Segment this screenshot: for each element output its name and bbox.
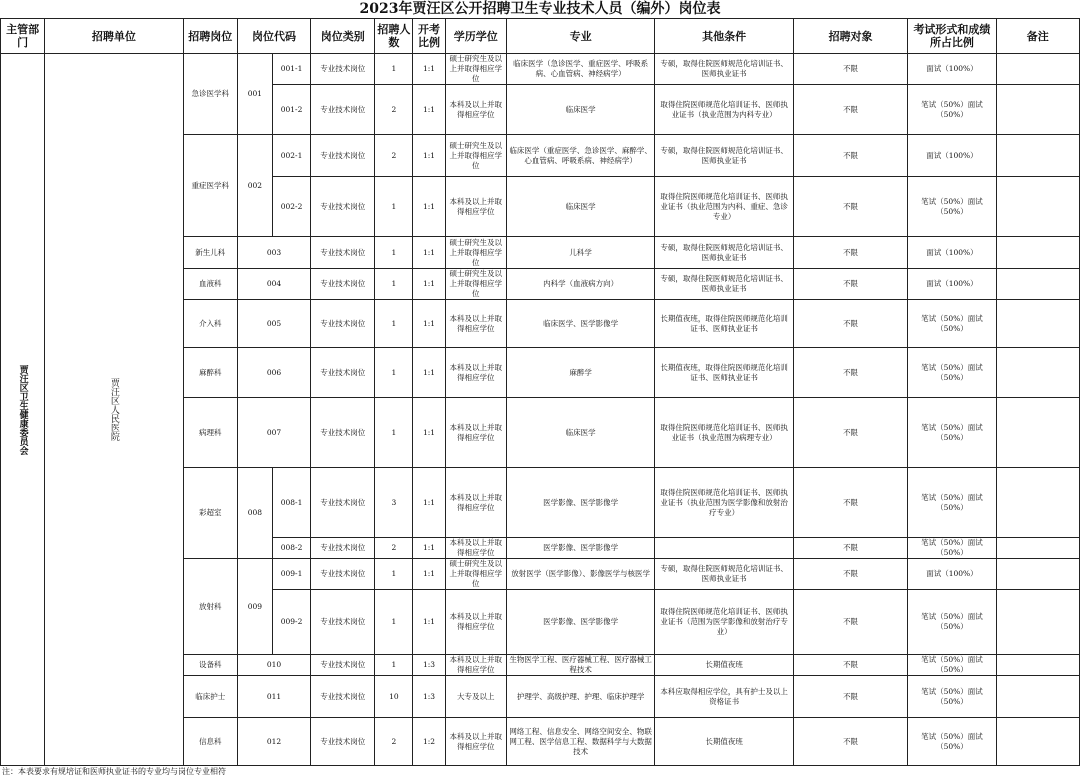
category-cell: 专业技术岗位 bbox=[311, 300, 375, 348]
target-cell: 不限 bbox=[793, 718, 907, 766]
major-cell: 护理学、高级护理、护理、临床护理学 bbox=[506, 676, 655, 718]
header-code: 岗位代码 bbox=[237, 19, 310, 54]
major-cell: 临床医学、医学影像学 bbox=[506, 300, 655, 348]
category-cell: 专业技术岗位 bbox=[311, 468, 375, 538]
code-cell: 002-2 bbox=[272, 177, 310, 237]
ratio-cell: 1:1 bbox=[413, 348, 445, 398]
edu-cell: 本科及以上并取得相应学位 bbox=[445, 468, 506, 538]
count-cell: 3 bbox=[375, 468, 413, 538]
post-cell: 急诊医学科 bbox=[183, 54, 237, 135]
target-cell: 不限 bbox=[793, 237, 907, 269]
ratio-cell: 1:1 bbox=[413, 398, 445, 468]
target-cell: 不限 bbox=[793, 135, 907, 177]
code-cell: 008-2 bbox=[272, 538, 310, 559]
cond-cell: 取得住院医师规范化培训证书、医师执业证书（范围为医学影像和放射治疗专业） bbox=[655, 590, 794, 655]
cond-cell: 专硕，取得住院医师规范化培训证书、医师执业证书 bbox=[655, 54, 794, 85]
post-cell: 介入科 bbox=[183, 300, 237, 348]
remark-cell bbox=[996, 590, 1079, 655]
ratio-cell: 1:1 bbox=[413, 269, 445, 300]
count-cell: 1 bbox=[375, 54, 413, 85]
target-cell: 不限 bbox=[793, 676, 907, 718]
cond-cell: 取得住院医师规范化培训证书、医师执业证书（执业范围为内科专业） bbox=[655, 85, 794, 135]
edu-cell: 硕士研究生及以上并取得相应学位 bbox=[445, 237, 506, 269]
cond-cell: 本科应取得相应学位，具有护士及以上资格证书 bbox=[655, 676, 794, 718]
category-cell: 专业技术岗位 bbox=[311, 348, 375, 398]
code-cell: 001-1 bbox=[272, 54, 310, 85]
remark-cell bbox=[996, 300, 1079, 348]
major-cell: 内科学（血液病方向） bbox=[506, 269, 655, 300]
ratio-cell: 1:3 bbox=[413, 676, 445, 718]
exam-cell: 面试（100%） bbox=[908, 559, 996, 590]
code-cell: 007 bbox=[237, 398, 310, 468]
post-cell: 新生儿科 bbox=[183, 237, 237, 269]
category-cell: 专业技术岗位 bbox=[311, 718, 375, 766]
post-cell: 放射科 bbox=[183, 559, 237, 655]
target-cell: 不限 bbox=[793, 177, 907, 237]
exam-cell: 面试（100%） bbox=[908, 135, 996, 177]
cond-cell: 长期值夜班 bbox=[655, 655, 794, 676]
exam-cell: 笔试（50%）面试（50%） bbox=[908, 177, 996, 237]
code-cell: 009-2 bbox=[272, 590, 310, 655]
target-cell: 不限 bbox=[793, 398, 907, 468]
dept-cell: 贾汪区卫生健康委员会 bbox=[1, 54, 45, 766]
edu-cell: 大专及以上 bbox=[445, 676, 506, 718]
code-group-cell: 001 bbox=[237, 54, 272, 135]
header-count: 招聘人数 bbox=[375, 19, 413, 54]
category-cell: 专业技术岗位 bbox=[311, 85, 375, 135]
cond-cell: 取得住院医师规范化培训证书、医师执业证书（执业范围为内科、重症、急诊专业） bbox=[655, 177, 794, 237]
remark-cell bbox=[996, 398, 1079, 468]
header-edu: 学历学位 bbox=[445, 19, 506, 54]
category-cell: 专业技术岗位 bbox=[311, 538, 375, 559]
major-cell: 麻醉学 bbox=[506, 348, 655, 398]
category-cell: 专业技术岗位 bbox=[311, 590, 375, 655]
target-cell: 不限 bbox=[793, 559, 907, 590]
target-cell: 不限 bbox=[793, 590, 907, 655]
category-cell: 专业技术岗位 bbox=[311, 398, 375, 468]
unit-cell: 贾汪区人民医院 bbox=[45, 54, 184, 766]
major-cell: 医学影像、医学影像学 bbox=[506, 590, 655, 655]
header-target: 招聘对象 bbox=[793, 19, 907, 54]
count-cell: 1 bbox=[375, 559, 413, 590]
exam-cell: 笔试（50%）面试（50%） bbox=[908, 590, 996, 655]
major-cell: 临床医学 bbox=[506, 85, 655, 135]
target-cell: 不限 bbox=[793, 348, 907, 398]
category-cell: 专业技术岗位 bbox=[311, 135, 375, 177]
major-cell: 临床医学（重症医学、急诊医学、麻醉学、心血管病、呼吸系病、神经病学） bbox=[506, 135, 655, 177]
exam-cell: 笔试（50%）面试（50%） bbox=[908, 538, 996, 559]
code-cell: 009-1 bbox=[272, 559, 310, 590]
ratio-cell: 1:1 bbox=[413, 468, 445, 538]
exam-cell: 笔试（50%）面试（50%） bbox=[908, 398, 996, 468]
ratio-cell: 1:1 bbox=[413, 54, 445, 85]
post-cell: 血液科 bbox=[183, 269, 237, 300]
ratio-cell: 1:1 bbox=[413, 538, 445, 559]
edu-cell: 本科及以上并取得相应学位 bbox=[445, 538, 506, 559]
exam-cell: 笔试（50%）面试（50%） bbox=[908, 676, 996, 718]
exam-cell: 笔试（50%）面试（50%） bbox=[908, 85, 996, 135]
header-major: 专业 bbox=[506, 19, 655, 54]
remark-cell bbox=[996, 348, 1079, 398]
category-cell: 专业技术岗位 bbox=[311, 676, 375, 718]
remark-cell bbox=[996, 559, 1079, 590]
edu-cell: 本科及以上并取得相应学位 bbox=[445, 398, 506, 468]
count-cell: 2 bbox=[375, 85, 413, 135]
major-cell: 临床医学 bbox=[506, 177, 655, 237]
remark-cell bbox=[996, 135, 1079, 177]
exam-cell: 笔试（50%）面试（50%） bbox=[908, 655, 996, 676]
code-cell: 001-2 bbox=[272, 85, 310, 135]
remark-cell bbox=[996, 676, 1079, 718]
edu-cell: 本科及以上并取得相应学位 bbox=[445, 718, 506, 766]
exam-cell: 笔试（50%）面试（50%） bbox=[908, 718, 996, 766]
count-cell: 10 bbox=[375, 676, 413, 718]
major-cell: 临床医学（急诊医学、重症医学、呼吸系病、心血管病、神经病学） bbox=[506, 54, 655, 85]
header-category: 岗位类别 bbox=[311, 19, 375, 54]
cond-cell: 长期值夜班，取得住院医师规范化培训证书、医师执业证书 bbox=[655, 348, 794, 398]
cond-cell: 专硕，取得住院医师规范化培训证书、医师执业证书 bbox=[655, 237, 794, 269]
remark-cell bbox=[996, 655, 1079, 676]
code-cell: 012 bbox=[237, 718, 310, 766]
ratio-cell: 1:2 bbox=[413, 718, 445, 766]
recruitment-table bbox=[0, 18, 1080, 766]
code-cell: 010 bbox=[237, 655, 310, 676]
edu-cell: 本科及以上并取得相应学位 bbox=[445, 655, 506, 676]
exam-cell: 面试（100%） bbox=[908, 54, 996, 85]
major-cell: 儿科学 bbox=[506, 237, 655, 269]
header-ratio: 开考比例 bbox=[413, 19, 445, 54]
post-cell: 彩超室 bbox=[183, 468, 237, 559]
post-cell: 病理科 bbox=[183, 398, 237, 468]
major-cell: 放射医学（医学影像）、影像医学与核医学 bbox=[506, 559, 655, 590]
major-cell: 医学影像、医学影像学 bbox=[506, 538, 655, 559]
count-cell: 1 bbox=[375, 300, 413, 348]
count-cell: 1 bbox=[375, 237, 413, 269]
cond-cell: 长期值夜班，取得住院医师规范化培训证书、医师执业证书 bbox=[655, 300, 794, 348]
count-cell: 1 bbox=[375, 590, 413, 655]
remark-cell bbox=[996, 269, 1079, 300]
category-cell: 专业技术岗位 bbox=[311, 237, 375, 269]
cond-cell: 取得住院医师规范化培训证书、医师执业证书（执业范围为病理专业） bbox=[655, 398, 794, 468]
code-cell: 006 bbox=[237, 348, 310, 398]
count-cell: 2 bbox=[375, 135, 413, 177]
header-post: 招聘岗位 bbox=[183, 19, 237, 54]
ratio-cell: 1:1 bbox=[413, 559, 445, 590]
remark-cell bbox=[996, 54, 1079, 85]
code-group-cell: 002 bbox=[237, 135, 272, 237]
remark-cell bbox=[996, 538, 1079, 559]
category-cell: 专业技术岗位 bbox=[311, 559, 375, 590]
header-dept: 主管部门 bbox=[1, 19, 45, 54]
code-cell: 003 bbox=[237, 237, 310, 269]
cond-cell: 专硕，取得住院医师规范化培训证书、医师执业证书 bbox=[655, 559, 794, 590]
count-cell: 2 bbox=[375, 538, 413, 559]
count-cell: 1 bbox=[375, 398, 413, 468]
cond-cell: 专硕，取得住院医师规范化培训证书、医师执业证书 bbox=[655, 269, 794, 300]
header-remark: 备注 bbox=[996, 19, 1079, 54]
count-cell: 1 bbox=[375, 655, 413, 676]
target-cell: 不限 bbox=[793, 269, 907, 300]
count-cell: 1 bbox=[375, 348, 413, 398]
page-title: 2023年贾汪区公开招聘卫生专业技术人员（编外）岗位表 bbox=[359, 1, 721, 17]
post-cell: 信息科 bbox=[183, 718, 237, 766]
code-cell: 002-1 bbox=[272, 135, 310, 177]
ratio-cell: 1:1 bbox=[413, 590, 445, 655]
target-cell: 不限 bbox=[793, 54, 907, 85]
post-cell: 重症医学科 bbox=[183, 135, 237, 237]
header-exam: 考试形式和成绩所占比例 bbox=[908, 19, 996, 54]
post-cell: 临床护士 bbox=[183, 676, 237, 718]
edu-cell: 硕士研究生及以上并取得相应学位 bbox=[445, 54, 506, 85]
category-cell: 专业技术岗位 bbox=[311, 177, 375, 237]
category-cell: 专业技术岗位 bbox=[311, 655, 375, 676]
edu-cell: 硕士研究生及以上并取得相应学位 bbox=[445, 269, 506, 300]
ratio-cell: 1:3 bbox=[413, 655, 445, 676]
exam-cell: 面试（100%） bbox=[908, 237, 996, 269]
header-row bbox=[1, 19, 1080, 54]
code-group-cell: 008 bbox=[237, 468, 272, 559]
cond-cell: 取得住院医师规范化培训证书、医师执业证书（执业范围为医学影像和放射治疗专业） bbox=[655, 468, 794, 538]
target-cell: 不限 bbox=[793, 468, 907, 538]
ratio-cell: 1:1 bbox=[413, 237, 445, 269]
edu-cell: 本科及以上并取得相应学位 bbox=[445, 85, 506, 135]
edu-cell: 硕士研究生及以上并取得相应学位 bbox=[445, 135, 506, 177]
count-cell: 1 bbox=[375, 177, 413, 237]
post-cell: 麻醉科 bbox=[183, 348, 237, 398]
edu-cell: 本科及以上并取得相应学位 bbox=[445, 348, 506, 398]
ratio-cell: 1:1 bbox=[413, 85, 445, 135]
remark-cell bbox=[996, 85, 1079, 135]
header-unit: 招聘单位 bbox=[45, 19, 184, 54]
major-cell: 网络工程、信息安全、网络空间安全、物联网工程、医学信息工程、数据科学与大数据技术 bbox=[506, 718, 655, 766]
target-cell: 不限 bbox=[793, 300, 907, 348]
remark-cell bbox=[996, 237, 1079, 269]
table-row bbox=[1, 54, 1080, 85]
exam-cell: 笔试（50%）面试（50%） bbox=[908, 300, 996, 348]
footnote: 注：本表要求有规培证和医师执业证书的专业均与岗位专业相符 bbox=[2, 767, 226, 776]
exam-cell: 面试（100%） bbox=[908, 269, 996, 300]
remark-cell bbox=[996, 468, 1079, 538]
post-cell: 设备科 bbox=[183, 655, 237, 676]
cond-cell: 专硕，取得住院医师规范化培训证书、医师执业证书 bbox=[655, 135, 794, 177]
count-cell: 1 bbox=[375, 269, 413, 300]
code-cell: 008-1 bbox=[272, 468, 310, 538]
remark-cell bbox=[996, 718, 1079, 766]
remark-cell bbox=[996, 177, 1079, 237]
code-group-cell: 009 bbox=[237, 559, 272, 655]
target-cell: 不限 bbox=[793, 655, 907, 676]
target-cell: 不限 bbox=[793, 538, 907, 559]
header-cond: 其他条件 bbox=[655, 19, 794, 54]
count-cell: 2 bbox=[375, 718, 413, 766]
cond-cell bbox=[655, 538, 794, 559]
edu-cell: 硕士研究生及以上并取得相应学位 bbox=[445, 559, 506, 590]
edu-cell: 本科及以上并取得相应学位 bbox=[445, 300, 506, 348]
edu-cell: 本科及以上并取得相应学位 bbox=[445, 177, 506, 237]
code-cell: 005 bbox=[237, 300, 310, 348]
code-cell: 011 bbox=[237, 676, 310, 718]
exam-cell: 笔试（50%）面试（50%） bbox=[908, 468, 996, 538]
target-cell: 不限 bbox=[793, 85, 907, 135]
category-cell: 专业技术岗位 bbox=[311, 54, 375, 85]
major-cell: 临床医学 bbox=[506, 398, 655, 468]
ratio-cell: 1:1 bbox=[413, 300, 445, 348]
cond-cell: 长期值夜班 bbox=[655, 718, 794, 766]
major-cell: 生物医学工程、医疗器械工程、医疗器械工程技术 bbox=[506, 655, 655, 676]
exam-cell: 笔试（50%）面试（50%） bbox=[908, 348, 996, 398]
category-cell: 专业技术岗位 bbox=[311, 269, 375, 300]
code-cell: 004 bbox=[237, 269, 310, 300]
ratio-cell: 1:1 bbox=[413, 177, 445, 237]
edu-cell: 本科及以上并取得相应学位 bbox=[445, 590, 506, 655]
ratio-cell: 1:1 bbox=[413, 135, 445, 177]
major-cell: 医学影像、医学影像学 bbox=[506, 468, 655, 538]
